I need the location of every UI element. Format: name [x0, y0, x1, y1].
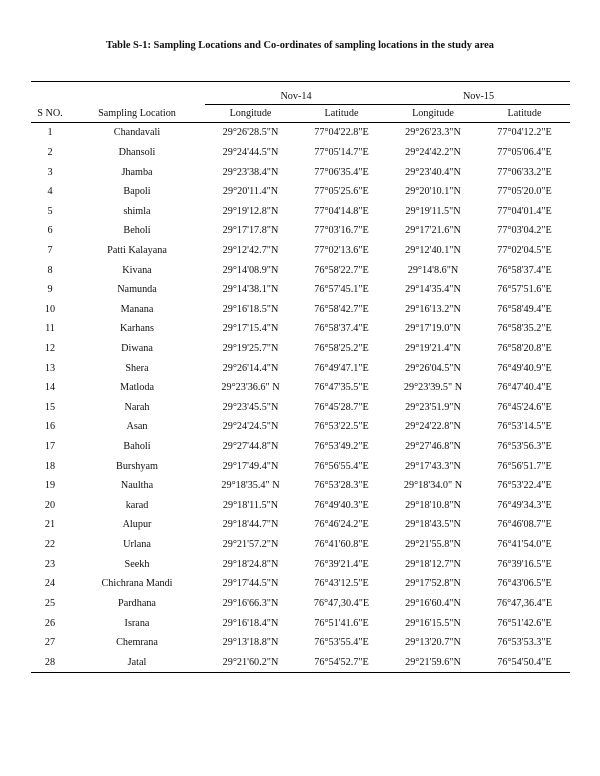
table-row	[31, 535, 570, 555]
cell-sno: 27	[44, 637, 56, 649]
cell-latitude-nov14: 76°53'55.4"E	[314, 637, 369, 649]
table-row	[31, 652, 570, 672]
cell-longitude-nov14: 29°14'38.1"N	[222, 284, 279, 296]
cell-latitude-nov15: 76°53'53.3"E	[497, 637, 552, 649]
header-group-nov14: Nov-14	[205, 82, 387, 105]
cell-sno: 19	[44, 480, 56, 492]
cell-sno: 3	[47, 166, 53, 178]
cell-latitude-nov14: 77°05'14.7"E	[314, 146, 369, 158]
cell-longitude-nov15: 29°12'40.1"N	[405, 244, 461, 256]
cell-longitude-nov15: 29°18'10.8"N	[405, 499, 461, 511]
cell-longitude-nov14: 29°12'42.7"N	[222, 244, 279, 256]
cell-sno: 21	[44, 519, 56, 531]
cell-latitude-nov15: 77°03'04.2"E	[497, 225, 552, 237]
table-row	[31, 358, 570, 378]
cell-location: Jhamba	[121, 166, 153, 178]
header-longitude-nov15: Longitude	[387, 105, 479, 123]
cell-longitude-nov15: 29°16'13.2"N	[405, 303, 461, 315]
cell-sno: 20	[44, 499, 56, 511]
cell-latitude-nov15: 76°51'42.6"E	[497, 617, 552, 629]
cell-longitude-nov14: 29°17'17.8"N	[222, 225, 279, 237]
cell-latitude-nov14: 76°41'60.8"E	[314, 539, 369, 551]
table-row	[31, 633, 570, 653]
cell-longitude-nov15: 29°17'43.3"N	[405, 460, 461, 472]
cell-longitude-nov15: 29°18'43.5"N	[405, 519, 461, 531]
cell-longitude-nov15: 29°21'55.8"N	[405, 539, 461, 551]
cell-latitude-nov15: 76°43'06.5"E	[497, 578, 552, 590]
cell-longitude-nov14: 29°27'44.8"N	[222, 441, 279, 453]
cell-latitude-nov14: 76°39'21.4"E	[314, 558, 369, 570]
cell-longitude-nov15: 29°14'8.6"N	[407, 264, 459, 276]
table-row	[31, 515, 570, 535]
cell-latitude-nov15: 76°54'50.4"E	[479, 652, 570, 672]
cell-sno: 26	[44, 617, 56, 629]
cell-latitude-nov14: 76°47'35.5"E	[314, 382, 369, 394]
cell-latitude-nov15: 77°05'20.0"E	[497, 186, 552, 198]
cell-latitude-nov14: 76°53'49.2"E	[314, 441, 369, 453]
cell-location: Burshyam	[116, 460, 158, 472]
cell-location: Seekh	[124, 558, 150, 570]
cell-longitude-nov14: 29°18'11.5"N	[222, 499, 279, 511]
cell-location: Urlana	[123, 539, 151, 551]
table-row	[31, 260, 570, 280]
cell-longitude-nov15: 29°19'21.4"N	[405, 343, 461, 354]
table-row	[31, 398, 570, 418]
cell-longitude-nov14: 29°26'28.5"N	[222, 127, 279, 139]
table-row	[31, 496, 570, 516]
cell-longitude-nov15: 29°20'10.1"N	[405, 186, 461, 198]
cell-sno: 6	[47, 225, 53, 237]
table-row	[31, 437, 570, 457]
cell-latitude-nov14: 77°04'22.8"E	[314, 127, 369, 139]
cell-latitude-nov14: 77°02'13.6"E	[314, 244, 369, 256]
table-row	[31, 594, 570, 614]
cell-sno: 10	[44, 303, 56, 315]
cell-latitude-nov14: 77°03'16.7"E	[314, 225, 369, 237]
cell-latitude-nov14: 76°58'42.7"E	[314, 303, 369, 315]
cell-longitude-nov14: 29°17'49.4"N	[222, 460, 279, 472]
cell-location: Chichrana Mandi	[101, 578, 173, 590]
cell-longitude-nov15: 29°18'34.0" N	[403, 480, 463, 492]
cell-sno: 5	[47, 205, 53, 217]
cell-location: Jatal	[69, 652, 205, 672]
table-row	[31, 574, 570, 594]
cell-latitude-nov14: 76°49'47.1"E	[314, 362, 369, 374]
cell-longitude-nov14: 29°17'44.5"N	[222, 578, 279, 590]
cell-latitude-nov14: 76°49'40.3"E	[314, 499, 369, 511]
cell-location: Kivana	[122, 264, 152, 276]
cell-longitude-nov14: 29°16'18.5"N	[222, 303, 279, 315]
header-sampling-location: Sampling Location	[69, 105, 205, 123]
cell-latitude-nov15: 76°53'56.3"E	[497, 441, 552, 453]
cell-latitude-nov14: 76°58'22.7"E	[314, 264, 369, 276]
cell-longitude-nov14: 29°13'18.8"N	[222, 637, 279, 649]
cell-latitude-nov14: 77°04'14.8"E	[314, 205, 369, 217]
cell-location: Manana	[120, 303, 154, 315]
cell-longitude-nov15: 29°16'15.5"N	[405, 617, 461, 629]
cell-latitude-nov14: 76°54'52.7"E	[296, 652, 387, 672]
cell-latitude-nov15: 76°39'16.5"E	[497, 558, 552, 570]
cell-location: Chemrana	[116, 637, 158, 649]
cell-latitude-nov15: 76°58'35.2"E	[497, 323, 552, 335]
cell-location: Bapoli	[123, 186, 151, 198]
cell-sno: 15	[44, 401, 56, 413]
cell-longitude-nov14: 29°14'08.9"N	[222, 264, 279, 276]
cell-longitude-nov15: 29°27'46.8"N	[405, 441, 461, 453]
cell-longitude-nov14: 29°16'18.4"N	[222, 617, 279, 629]
table-row	[31, 221, 570, 241]
cell-latitude-nov15: 77°05'06.4"E	[497, 146, 552, 158]
cell-latitude-nov15: 76°45'24.6"E	[497, 401, 552, 413]
table-row	[31, 613, 570, 633]
table-row	[31, 143, 570, 163]
cell-sno: 11	[45, 323, 55, 335]
cell-longitude-nov15: 29°13'20.7"N	[405, 637, 461, 649]
cell-longitude-nov15: 29°18'12.7"N	[405, 558, 461, 570]
cell-longitude-nov15: 29°17'19.0"N	[405, 323, 461, 335]
header-spacer-location	[69, 82, 205, 105]
cell-location: Dhansoli	[118, 146, 156, 158]
cell-sno: 28	[31, 652, 69, 672]
cell-location: Namunda	[117, 284, 157, 296]
cell-latitude-nov15: 77°06'33.2"E	[497, 166, 552, 178]
header-latitude-nov14: Latitude	[296, 105, 387, 123]
cell-sno: 4	[47, 186, 53, 198]
cell-sno: 22	[44, 539, 56, 551]
header-sno: S NO.	[31, 105, 69, 123]
cell-sno: 14	[44, 382, 56, 394]
cell-latitude-nov14: 77°05'25.6"E	[314, 186, 369, 198]
table-row	[31, 417, 570, 437]
cell-latitude-nov15: 76°58'37.4"E	[497, 264, 552, 276]
cell-sno: 18	[44, 460, 56, 472]
cell-longitude-nov14: 29°24'44.5"N	[222, 146, 279, 158]
cell-latitude-nov15: 76°47,36.4"E	[496, 597, 553, 609]
cell-location: shimla	[123, 205, 151, 217]
cell-location: Patti Kalayana	[107, 244, 167, 256]
cell-location: Israna	[124, 617, 150, 629]
table-row	[31, 201, 570, 221]
cell-sno: 24	[44, 578, 56, 590]
cell-longitude-nov15: 29°16'60.4"N	[405, 597, 461, 609]
cell-sno: 9	[47, 284, 53, 296]
cell-location: Narah	[124, 401, 150, 413]
cell-longitude-nov14: 29°19'12.8"N	[222, 205, 279, 217]
cell-latitude-nov14: 76°51'41.6"E	[314, 617, 369, 629]
cell-latitude-nov14: 76°57'45.1"E	[314, 284, 369, 296]
cell-longitude-nov14: 29°23'36.6" N	[221, 382, 280, 394]
cell-longitude-nov14: 29°17'15.4"N	[222, 323, 279, 335]
cell-location: Asan	[126, 421, 148, 433]
cell-latitude-nov14: 76°56'55.4"E	[314, 460, 369, 472]
cell-location: Baholi	[123, 441, 151, 453]
cell-latitude-nov15: 76°57'51.6"E	[497, 284, 552, 296]
table-row	[31, 456, 570, 476]
cell-latitude-nov15: 76°53'14.5"E	[497, 421, 552, 433]
cell-location: Matloda	[120, 382, 154, 394]
cell-latitude-nov15: 76°58'20.8"E	[497, 343, 552, 354]
cell-longitude-nov15: 29°24'42.2"N	[405, 146, 461, 158]
cell-longitude-nov15: 29°14'35.4"N	[405, 284, 461, 296]
cell-sno: 7	[47, 244, 53, 256]
table-row	[31, 319, 570, 339]
cell-longitude-nov14: 29°21'60.2"N	[205, 652, 296, 672]
header-spacer-sno	[31, 82, 69, 105]
cell-sno: 13	[44, 362, 56, 374]
sampling-locations-table	[31, 81, 570, 673]
cell-longitude-nov14: 29°18'44.7"N	[222, 519, 279, 531]
cell-latitude-nov15: 76°46'08.7"E	[497, 519, 552, 531]
cell-sno: 25	[44, 597, 56, 609]
cell-longitude-nov15: 29°17'52.8"N	[405, 578, 461, 590]
table-body	[31, 123, 570, 673]
table-row	[31, 378, 570, 398]
cell-longitude-nov14: 29°18'35.4" N	[221, 480, 280, 492]
table-row	[31, 123, 570, 143]
cell-location: Diwana	[121, 343, 153, 354]
cell-longitude-nov14: 29°23'45.5"N	[222, 401, 279, 413]
cell-latitude-nov15: 77°02'04.5"E	[497, 244, 552, 256]
cell-latitude-nov15: 76°41'54.0"E	[497, 539, 552, 551]
cell-latitude-nov14: 76°53'28.3"E	[314, 480, 369, 492]
cell-sno: 16	[44, 421, 56, 433]
cell-sno: 23	[44, 558, 56, 570]
cell-longitude-nov14: 29°16'66.3"N	[222, 597, 279, 609]
cell-location: Shera	[125, 362, 149, 374]
cell-sno: 2	[47, 146, 53, 158]
cell-latitude-nov15: 77°04'01.4"E	[497, 205, 552, 217]
cell-longitude-nov15: 29°17'21.6"N	[405, 225, 461, 237]
table-row	[31, 162, 570, 182]
cell-latitude-nov15: 76°49'40.9"E	[497, 362, 552, 374]
header-group-nov15: Nov-15	[387, 82, 570, 105]
cell-latitude-nov15: 76°49'34.3"E	[497, 499, 552, 511]
cell-latitude-nov14: 76°43'12.5"E	[314, 578, 369, 590]
cell-longitude-nov14: 29°21'57.2"N	[222, 539, 279, 551]
cell-longitude-nov15: 29°26'04.5"N	[405, 362, 461, 374]
cell-longitude-nov15: 29°21'59.6"N	[387, 652, 479, 672]
cell-latitude-nov14: 77°06'35.4"E	[314, 166, 369, 178]
cell-longitude-nov14: 29°23'38.4"N	[222, 166, 279, 178]
cell-longitude-nov14: 29°20'11.4"N	[222, 186, 279, 198]
cell-latitude-nov15: 76°53'22.4"E	[497, 480, 552, 492]
cell-sno: 1	[47, 127, 53, 139]
cell-latitude-nov14: 76°58'37.4"E	[314, 323, 369, 335]
cell-latitude-nov15: 76°56'51.7"E	[497, 460, 552, 472]
table-row	[31, 476, 570, 496]
cell-latitude-nov15: 76°47'40.4"E	[497, 382, 552, 394]
cell-latitude-nov15: 77°04'12.2"E	[497, 127, 552, 139]
table-row	[31, 241, 570, 261]
cell-sno: 12	[44, 343, 56, 354]
cell-latitude-nov14: 76°45'28.7"E	[314, 401, 369, 413]
cell-longitude-nov14: 29°24'24.5"N	[222, 421, 279, 433]
cell-longitude-nov15: 29°24'22.8"N	[405, 421, 461, 433]
table-row	[31, 554, 570, 574]
cell-longitude-nov15: 29°26'23.3"N	[405, 127, 461, 139]
table-title: Table S-1: Sampling Locations and Co-ordinates of sampling locations in the study area	[106, 40, 494, 51]
cell-latitude-nov14: 76°46'24.2"E	[314, 519, 369, 531]
cell-latitude-nov14: 76°53'22.5"E	[314, 421, 369, 433]
cell-latitude-nov15: 76°58'49.4"E	[497, 303, 552, 315]
cell-latitude-nov14: 76°58'25.2"E	[314, 343, 369, 354]
cell-longitude-nov14: 29°26'14.4"N	[222, 362, 279, 374]
cell-location: Alupur	[122, 519, 152, 531]
cell-location: Karhans	[120, 323, 154, 335]
cell-location: Chandavali	[113, 127, 161, 139]
cell-location: Pardhana	[118, 597, 156, 609]
cell-sno: 8	[47, 264, 53, 276]
table-row	[31, 299, 570, 319]
cell-location: Naultha	[120, 480, 154, 492]
cell-latitude-nov14: 76°47,30.4"E	[313, 597, 370, 609]
header-longitude-nov14: Longitude	[205, 105, 296, 123]
cell-longitude-nov15: 29°19'11.5"N	[405, 205, 461, 217]
cell-longitude-nov14: 29°19'25.7"N	[222, 343, 279, 354]
table-row	[31, 339, 570, 359]
table-row	[31, 182, 570, 202]
cell-longitude-nov15: 29°23'39.5" N	[403, 382, 463, 394]
cell-location: karad	[125, 499, 149, 511]
cell-longitude-nov14: 29°18'24.8"N	[222, 558, 279, 570]
cell-longitude-nov15: 29°23'40.4"N	[405, 166, 461, 178]
cell-longitude-nov15: 29°23'51.9"N	[405, 401, 461, 413]
cell-sno: 17	[44, 441, 56, 453]
cell-location: Beholi	[123, 225, 151, 237]
header-latitude-nov15: Latitude	[479, 105, 570, 123]
table-row	[31, 280, 570, 300]
